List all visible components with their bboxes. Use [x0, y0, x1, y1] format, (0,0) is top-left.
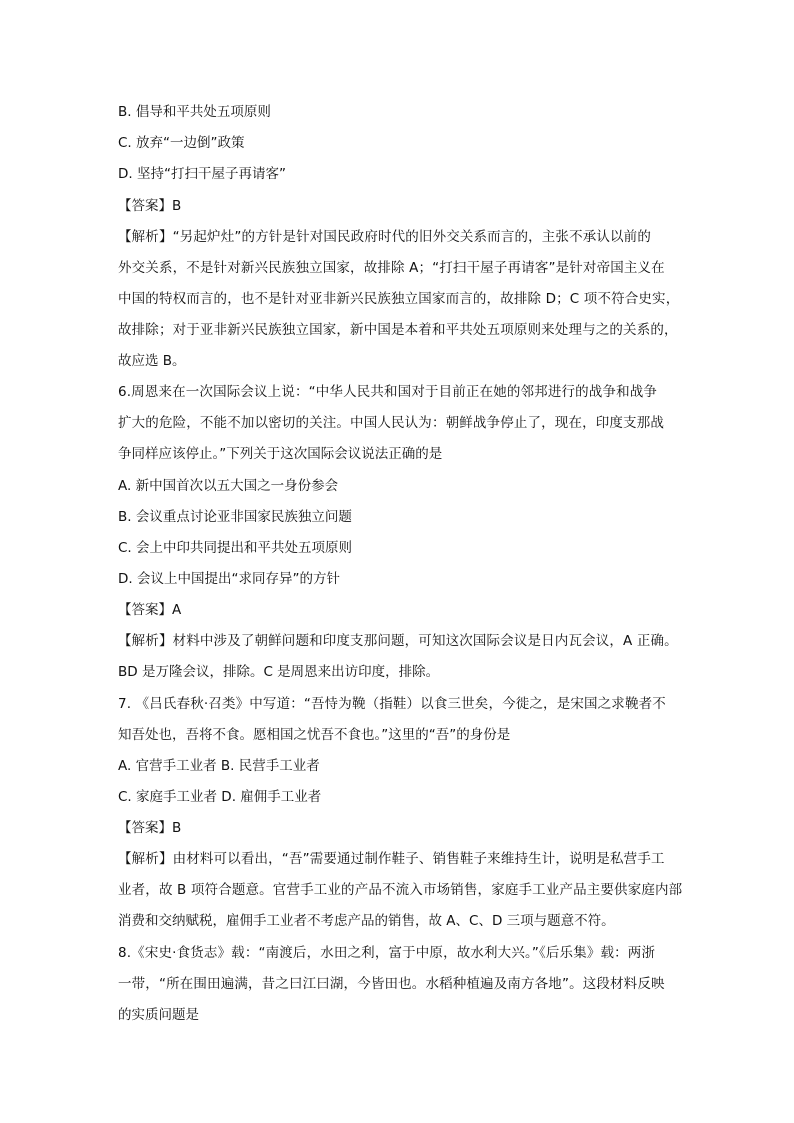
q6-analysis-line: 【解析】材料中涉及了朝鲜问题和印度支那问题，可知这次国际会议是日内瓦会议，A 正确。 [118, 633, 678, 649]
q6-option-b: B. 会议重点讨论亚非国家民族独立问题 [118, 509, 352, 525]
q5-option-d: D. 坚持“打扫干屋子再请客” [118, 166, 286, 182]
q5-analysis-line: 故应选 B。 [118, 353, 186, 369]
q7-analysis-line: 业者，故 B 项符合题意。官营手工业的产品不流入市场销售，家庭手工业产品主要供家庭内部 [118, 882, 683, 898]
q7-stem-line: 知吾处也，吾将不食。愿相国之忧吾不食也。”这里的“吾”的身份是 [118, 727, 511, 743]
q8-stem-line: 8.《宋史·食货志》载：“南渡后，水田之利，富于中原，故水利大兴。”《后乐集》载：两浙 [118, 945, 656, 961]
q5-answer: 【答案】B [118, 198, 182, 214]
q6-option-a: A. 新中国首次以五大国之一身份参会 [118, 478, 339, 494]
q7-analysis-line: 消费和交纳赋税，雇佣手工业者不考虑产品的销售，故 A、C、D 三项与题意不符。 [118, 913, 615, 929]
q8-stem-line: 的实质问题是 [118, 1007, 199, 1023]
q5-analysis-line: 中国的特权而言的，也不是针对亚非新兴民族独立国家而言的，故排除 D；C 项不符合史实， [118, 291, 680, 307]
q6-analysis-line: BD 是万隆会议，排除。C 是周恩来出访印度，排除。 [118, 664, 440, 680]
q6-stem-line: 争同样应该停止。”下列关于这次国际会议说法正确的是 [118, 446, 443, 462]
q7-stem-line: 7. 《吕氏春秋·召类》中写道：“吾恃为鞔（指鞋）以食三世矣，今徙之，是宋国之求鞔者不 [118, 696, 666, 712]
q7-options-line: A. 官营手工业者 B. 民营手工业者 [118, 758, 320, 774]
q5-analysis-line: 外交关系，不是针对新兴民族独立国家，故排除 A；“打扫干屋子再请客”是针对帝国主义在 [118, 260, 665, 276]
q5-analysis-line: 故排除；对于亚非新兴民族独立国家，新中国是本着和平共处五项原则来处理与之的关系的， [118, 322, 678, 338]
q7-options-line: C. 家庭手工业者 D. 雇佣手工业者 [118, 789, 322, 805]
q6-stem-line: 6.周恩来在一次国际会议上说：“中华人民共和国对于目前正在她的邻邦进行的战争和战争 [118, 384, 658, 400]
q6-stem-line: 扩大的危险，不能不加以密切的关注。中国人民认为：朝鲜战争停止了，现在，印度支那战 [118, 415, 664, 431]
q5-analysis-line: 【解析】“另起炉灶”的方针是针对国民政府时代的旧外交关系而言的，主张不承认以前的 [118, 229, 651, 245]
q8-stem-line: 一带，“所在围田遍满，昔之曰江曰湖，今皆田也。水稻种植遍及南方各地”。这段材料反映 [118, 976, 665, 992]
q6-option-c: C. 会上中印共同提出和平共处五项原则 [118, 540, 353, 556]
q6-answer: 【答案】A [118, 602, 182, 618]
q5-option-c: C. 放弃“一边倒”政策 [118, 135, 245, 151]
q6-option-d: D. 会议上中国提出“求同存异”的方针 [118, 571, 340, 587]
q5-option-b: B. 倡导和平共处五项原则 [118, 104, 271, 120]
q7-analysis-line: 【解析】由材料可以看出，“吾”需要通过制作鞋子、销售鞋子来维持生计，说明是私营手工 [118, 851, 665, 867]
q7-answer: 【答案】B [118, 820, 182, 836]
